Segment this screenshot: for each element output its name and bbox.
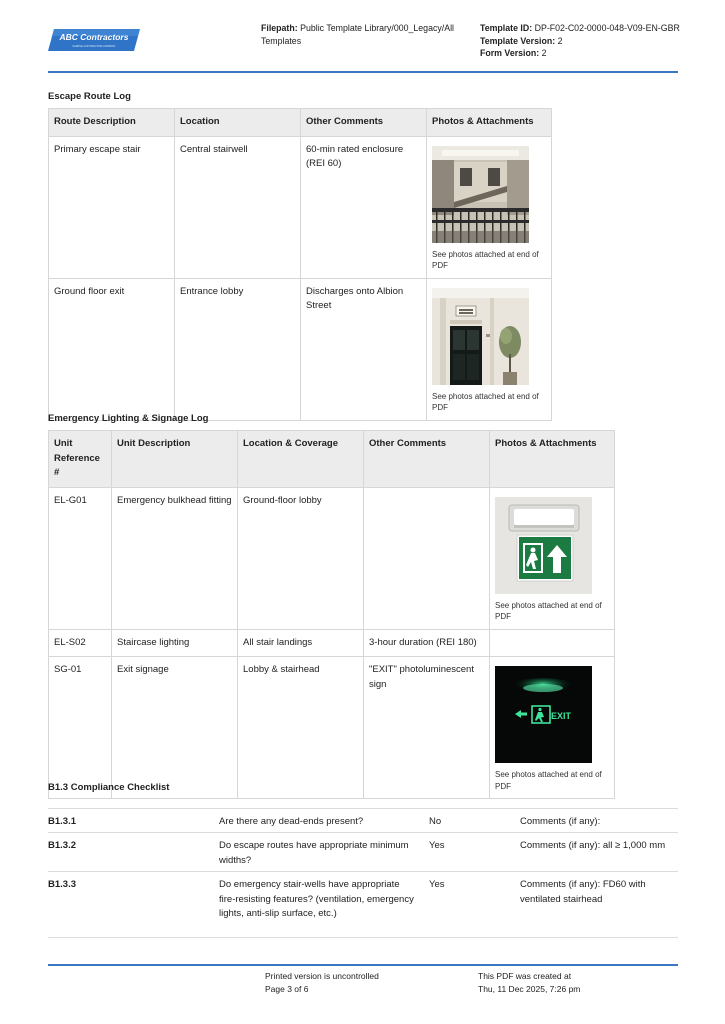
template-version-value: 2 — [557, 35, 563, 46]
column-header: Other Comments — [301, 109, 427, 137]
unit-desc-cell: Emergency bulkhead fitting — [112, 487, 238, 629]
column-header: Route Description — [49, 109, 175, 137]
template-version-label: Template Version: — [480, 35, 556, 46]
checklist-question: Do escape routes have appropriate minimum widths? — [219, 840, 409, 866]
checklist-comment[interactable]: Comments (if any): — [520, 816, 601, 827]
building-entrance-photo-icon[interactable] — [432, 288, 529, 385]
checklist-id: B1.3.1 — [48, 816, 76, 827]
table-row — [49, 657, 615, 799]
logo-text: ABC Contractors — [59, 32, 129, 42]
location-cell: All stair landings — [238, 629, 364, 657]
checklist-row — [48, 871, 678, 938]
table-header-row — [49, 109, 552, 137]
comments-cell — [364, 487, 490, 629]
unit-ref-cell: EL-S02 — [49, 629, 112, 657]
stairwell-photo-icon[interactable] — [432, 146, 529, 243]
checklist-comment[interactable]: Comments (if any): all ≥ 1,000 mm — [520, 840, 666, 851]
checklist-row — [48, 808, 678, 832]
checklist-question: Do emergency stair-wells have appropriate fire-resisting features? (ventilation, emergency lights, anti-slip surface, etc.) — [219, 879, 414, 919]
filepath-label: Filepath: — [261, 23, 298, 33]
checklist-answer[interactable]: No — [429, 816, 442, 827]
lighting-log-title: Emergency Lighting & Signage Log — [48, 413, 209, 424]
checklist-row — [48, 832, 678, 871]
column-header: Unit Description — [112, 431, 238, 488]
exit-sign-bulkhead-photo-icon[interactable] — [495, 497, 592, 594]
route-cell: Primary escape stair — [49, 136, 175, 278]
comments-cell: 60-min rated enclosure (REI 60) — [301, 136, 427, 278]
escape-route-log-title: Escape Route Log — [48, 91, 131, 102]
filepath-block — [261, 22, 461, 47]
column-header: Location & Coverage — [238, 431, 364, 488]
template-id-label: Template ID: — [480, 23, 533, 33]
page-number: Page 3 of 6 — [265, 983, 309, 994]
location-cell: Ground-floor lobby — [238, 487, 364, 629]
photo-cell — [490, 487, 615, 629]
checklist-answer[interactable]: Yes — [429, 879, 445, 890]
comments-cell: "EXIT" photoluminescent sign — [364, 657, 490, 799]
compliance-checklist — [48, 808, 678, 938]
footer-rule — [48, 964, 678, 966]
created-timestamp: Thu, 11 Dec 2025, 7:26 pm — [478, 983, 581, 994]
unit-ref-cell: SG-01 — [49, 657, 112, 799]
checklist-title: B1.3 Compliance Checklist — [48, 782, 170, 793]
escape-route-table — [48, 108, 552, 421]
photo-cell — [427, 278, 552, 420]
exit-sign-text: EXIT — [550, 711, 572, 721]
comments-cell: Discharges onto Albion Street — [301, 278, 427, 420]
logo-tagline: SAMPLE CONTRACTOR COMPANY — [72, 45, 116, 48]
photo-caption: See photos attached at end of PDF — [495, 770, 602, 791]
form-version-value: 2 — [541, 48, 547, 58]
photo-cell — [427, 136, 552, 278]
table-row — [49, 136, 552, 278]
photo-caption: See photos attached at end of PDF — [432, 391, 539, 412]
filepath-value: Public Template Library/000_Legacy/All Templates — [261, 23, 454, 46]
unit-desc-cell: Exit signage — [112, 657, 238, 799]
table-header-row — [49, 431, 615, 488]
lighting-table — [48, 430, 615, 799]
company-logo — [48, 27, 140, 53]
glowing-exit-sign-photo-icon[interactable] — [495, 666, 592, 763]
checklist-id: B1.3.3 — [48, 879, 76, 890]
footer-left — [265, 970, 465, 995]
template-id-value: DP-F02-C02-0000-048-V09-EN-GBR — [534, 23, 680, 33]
location-cell: Lobby & stairhead — [238, 657, 364, 799]
column-header: Unit Reference # — [49, 431, 112, 488]
footer-right — [478, 970, 678, 995]
photo-caption: See photos attached at end of PDF — [495, 600, 602, 621]
checklist-question: Are there any dead-ends present? — [219, 816, 364, 827]
checklist-answer[interactable]: Yes — [429, 840, 445, 851]
route-cell: Ground floor exit — [49, 278, 175, 420]
created-label: This PDF was created at — [478, 971, 572, 981]
column-header: Other Comments — [364, 431, 490, 488]
photo-cell — [490, 657, 615, 799]
column-header: Photos & Attachments — [427, 109, 552, 137]
checklist-id: B1.3.2 — [48, 840, 76, 851]
photo-caption: See photos attached at end of PDF — [432, 249, 539, 270]
location-cell: Entrance lobby — [175, 278, 301, 420]
form-version-label: Form Version: — [480, 48, 540, 58]
unit-desc-cell: Staircase lighting — [112, 629, 238, 657]
column-header: Photos & Attachments — [490, 431, 615, 488]
column-header: Location — [175, 109, 301, 137]
checklist-comment[interactable]: Comments (if any): FD60 with ventilated stairhead — [520, 879, 646, 905]
photo-cell — [490, 629, 615, 657]
page-header — [48, 20, 678, 72]
table-row — [49, 487, 615, 629]
unit-ref-cell: EL-G01 — [49, 487, 112, 629]
uncontrolled-notice: Printed version is uncontrolled — [265, 971, 379, 981]
comments-cell: 3-hour duration (REI 180) — [364, 629, 490, 657]
table-row — [49, 278, 552, 420]
table-row — [49, 629, 615, 657]
template-info-block — [480, 22, 680, 60]
location-cell: Central stairwell — [175, 136, 301, 278]
header-rule — [48, 71, 678, 73]
